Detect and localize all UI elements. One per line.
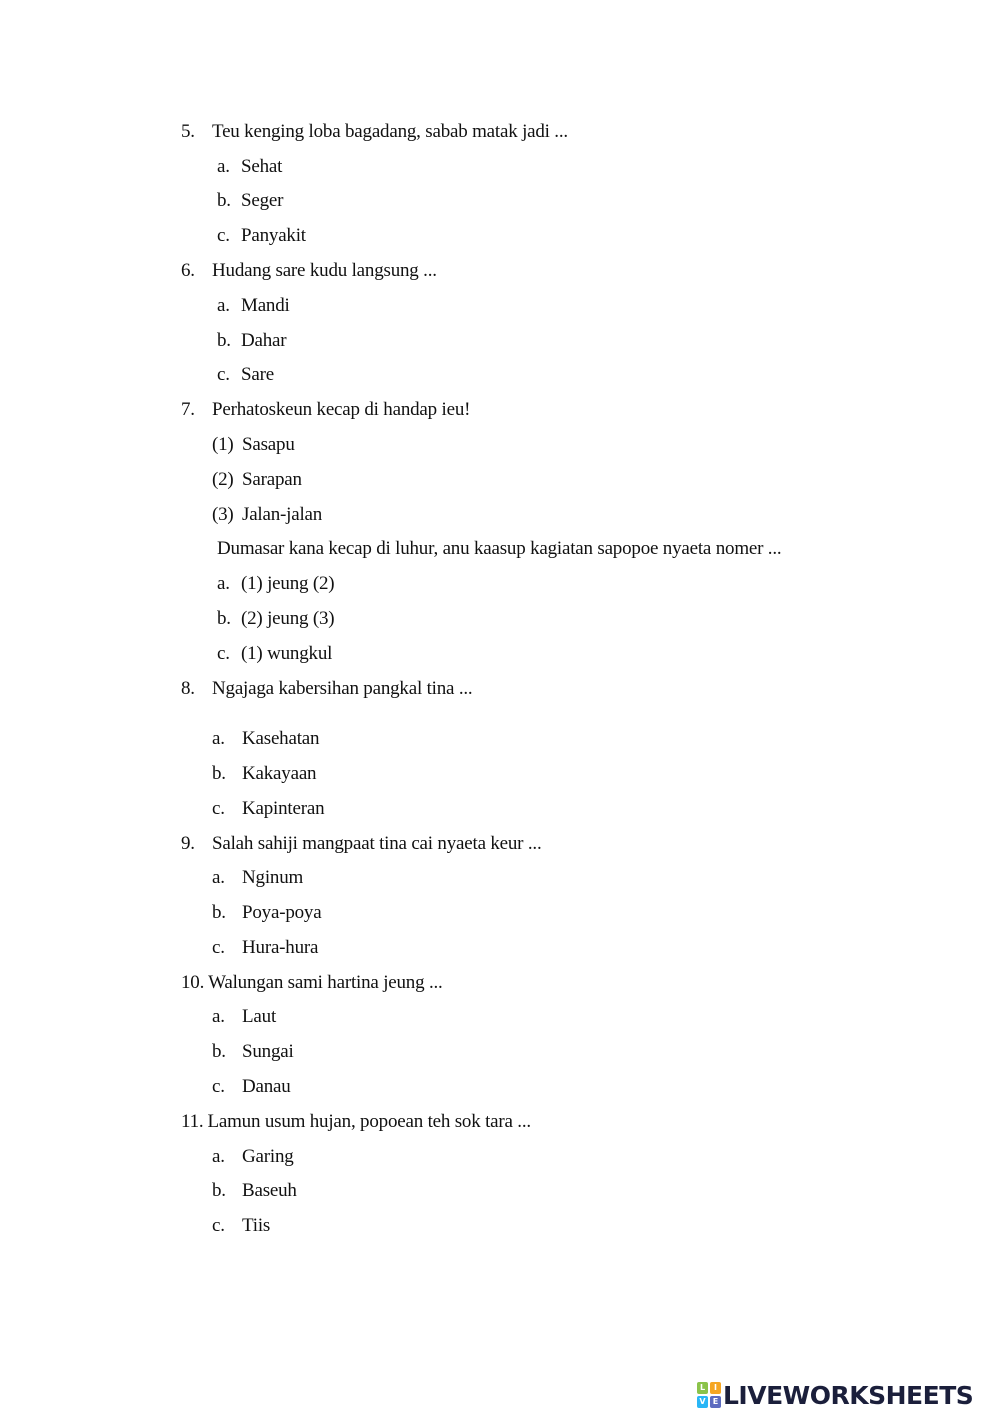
question-10: [181, 971, 443, 995]
item-7-3: [212, 503, 322, 527]
question-number: 10.: [181, 972, 205, 993]
question-number: 5.: [181, 121, 195, 142]
option-letter: b.: [212, 763, 226, 784]
question-text: Perhatoskeun kecap di handap ieu!: [212, 399, 471, 420]
option-letter: b.: [212, 902, 226, 923]
question-number: 8.: [181, 678, 195, 699]
item-text: Jalan-jalan: [242, 504, 323, 525]
option-letter: c.: [217, 643, 230, 664]
question-number: 7.: [181, 399, 195, 420]
option-6c: [217, 363, 274, 387]
question-7: [181, 398, 470, 422]
option-text: Seger: [241, 190, 284, 211]
option-text: Danau: [242, 1076, 291, 1097]
question-text: Ngajaga kabersihan pangkal tina ...: [212, 678, 473, 699]
question-text: Lamun usum hujan, popoean teh sok tara ...: [207, 1111, 531, 1132]
item-text: Sasapu: [242, 434, 295, 455]
question-number: 11.: [181, 1111, 204, 1132]
option-8a: [212, 727, 319, 751]
option-letter: b.: [217, 190, 231, 211]
option-letter: a.: [217, 573, 230, 594]
item-7-1: [212, 433, 295, 457]
option-text: Baseuh: [242, 1180, 297, 1201]
option-text: Nginum: [242, 867, 304, 888]
logo-mark-cell: L: [697, 1382, 708, 1394]
option-text: Panyakit: [241, 225, 306, 246]
option-7c: [217, 642, 332, 666]
option-letter: a.: [212, 867, 225, 888]
option-text: (2) jeung (3): [241, 608, 335, 629]
liveworksheets-logo: [697, 1381, 973, 1409]
question-9: [181, 832, 542, 856]
question-5: [181, 120, 568, 144]
option-letter: c.: [212, 1215, 225, 1236]
logo-mark-cell: E: [710, 1396, 721, 1408]
question-7-prompt: Dumasar kana kecap di luhur, anu kaasup kagiatan sapopoe nyaeta nomer ...: [217, 538, 782, 559]
option-letter: b.: [212, 1041, 226, 1062]
option-5a: [217, 155, 282, 179]
option-11a: [212, 1145, 294, 1169]
logo-mark-cell: I: [710, 1382, 721, 1394]
option-letter: c.: [217, 225, 230, 246]
option-9b: [212, 901, 321, 925]
option-6a: [217, 294, 290, 318]
option-text: (1) jeung (2): [241, 573, 335, 594]
logo-mark-cell: V: [697, 1396, 708, 1408]
option-letter: a.: [217, 295, 230, 316]
question-number: 9.: [181, 833, 195, 854]
option-text: (1) wungkul: [241, 643, 333, 664]
item-text: Sarapan: [242, 469, 302, 490]
option-letter: c.: [212, 1076, 225, 1097]
logo-text: LIVEWORKSHEETS: [723, 1380, 974, 1410]
option-11b: [212, 1179, 297, 1203]
option-5c: [217, 224, 306, 248]
option-letter: c.: [212, 798, 225, 819]
item-7-2: [212, 468, 302, 492]
option-8b: [212, 762, 316, 786]
option-text: Poya-poya: [242, 902, 322, 923]
option-10b: [212, 1040, 294, 1064]
option-8c: [212, 797, 324, 821]
option-7a: [217, 572, 334, 596]
option-letter: a.: [212, 728, 225, 749]
option-9c: [212, 936, 318, 960]
item-label: (3): [212, 504, 234, 525]
option-text: Kakayaan: [242, 763, 317, 784]
option-11c: [212, 1214, 270, 1238]
option-9a: [212, 866, 303, 890]
logo-mark-icon: [697, 1382, 721, 1408]
question-text: Teu kenging loba bagadang, sabab matak jadi ...: [212, 121, 568, 142]
option-text: Tiis: [242, 1215, 271, 1236]
option-6b: [217, 329, 286, 353]
question-8: [181, 677, 473, 701]
option-letter: b.: [212, 1180, 226, 1201]
option-text: Mandi: [241, 295, 290, 316]
option-text: Sungai: [242, 1041, 294, 1062]
question-text: Salah sahiji mangpaat tina cai nyaeta keur ...: [212, 833, 542, 854]
option-7b: [217, 607, 334, 631]
option-text: Sehat: [241, 156, 283, 177]
option-text: Kasehatan: [242, 728, 320, 749]
option-letter: b.: [217, 608, 231, 629]
option-5b: [217, 189, 283, 213]
item-label: (2): [212, 469, 234, 490]
option-letter: b.: [217, 330, 231, 351]
option-letter: a.: [217, 156, 230, 177]
option-10a: [212, 1005, 276, 1029]
option-letter: a.: [212, 1146, 225, 1167]
option-letter: c.: [212, 937, 225, 958]
option-10c: [212, 1075, 291, 1099]
question-11: [181, 1110, 531, 1134]
option-text: Laut: [242, 1006, 277, 1027]
question-text: Walungan sami hartina jeung ...: [208, 972, 443, 993]
question-text: Hudang sare kudu langsung ...: [212, 260, 437, 281]
question-6: [181, 259, 437, 283]
option-text: Sare: [241, 364, 274, 385]
option-text: Kapinteran: [242, 798, 325, 819]
option-text: Dahar: [241, 330, 287, 351]
question-number: 6.: [181, 260, 195, 281]
option-text: Hura-hura: [242, 937, 319, 958]
item-label: (1): [212, 434, 234, 455]
option-text: Garing: [242, 1146, 294, 1167]
option-letter: a.: [212, 1006, 225, 1027]
option-letter: c.: [217, 364, 230, 385]
